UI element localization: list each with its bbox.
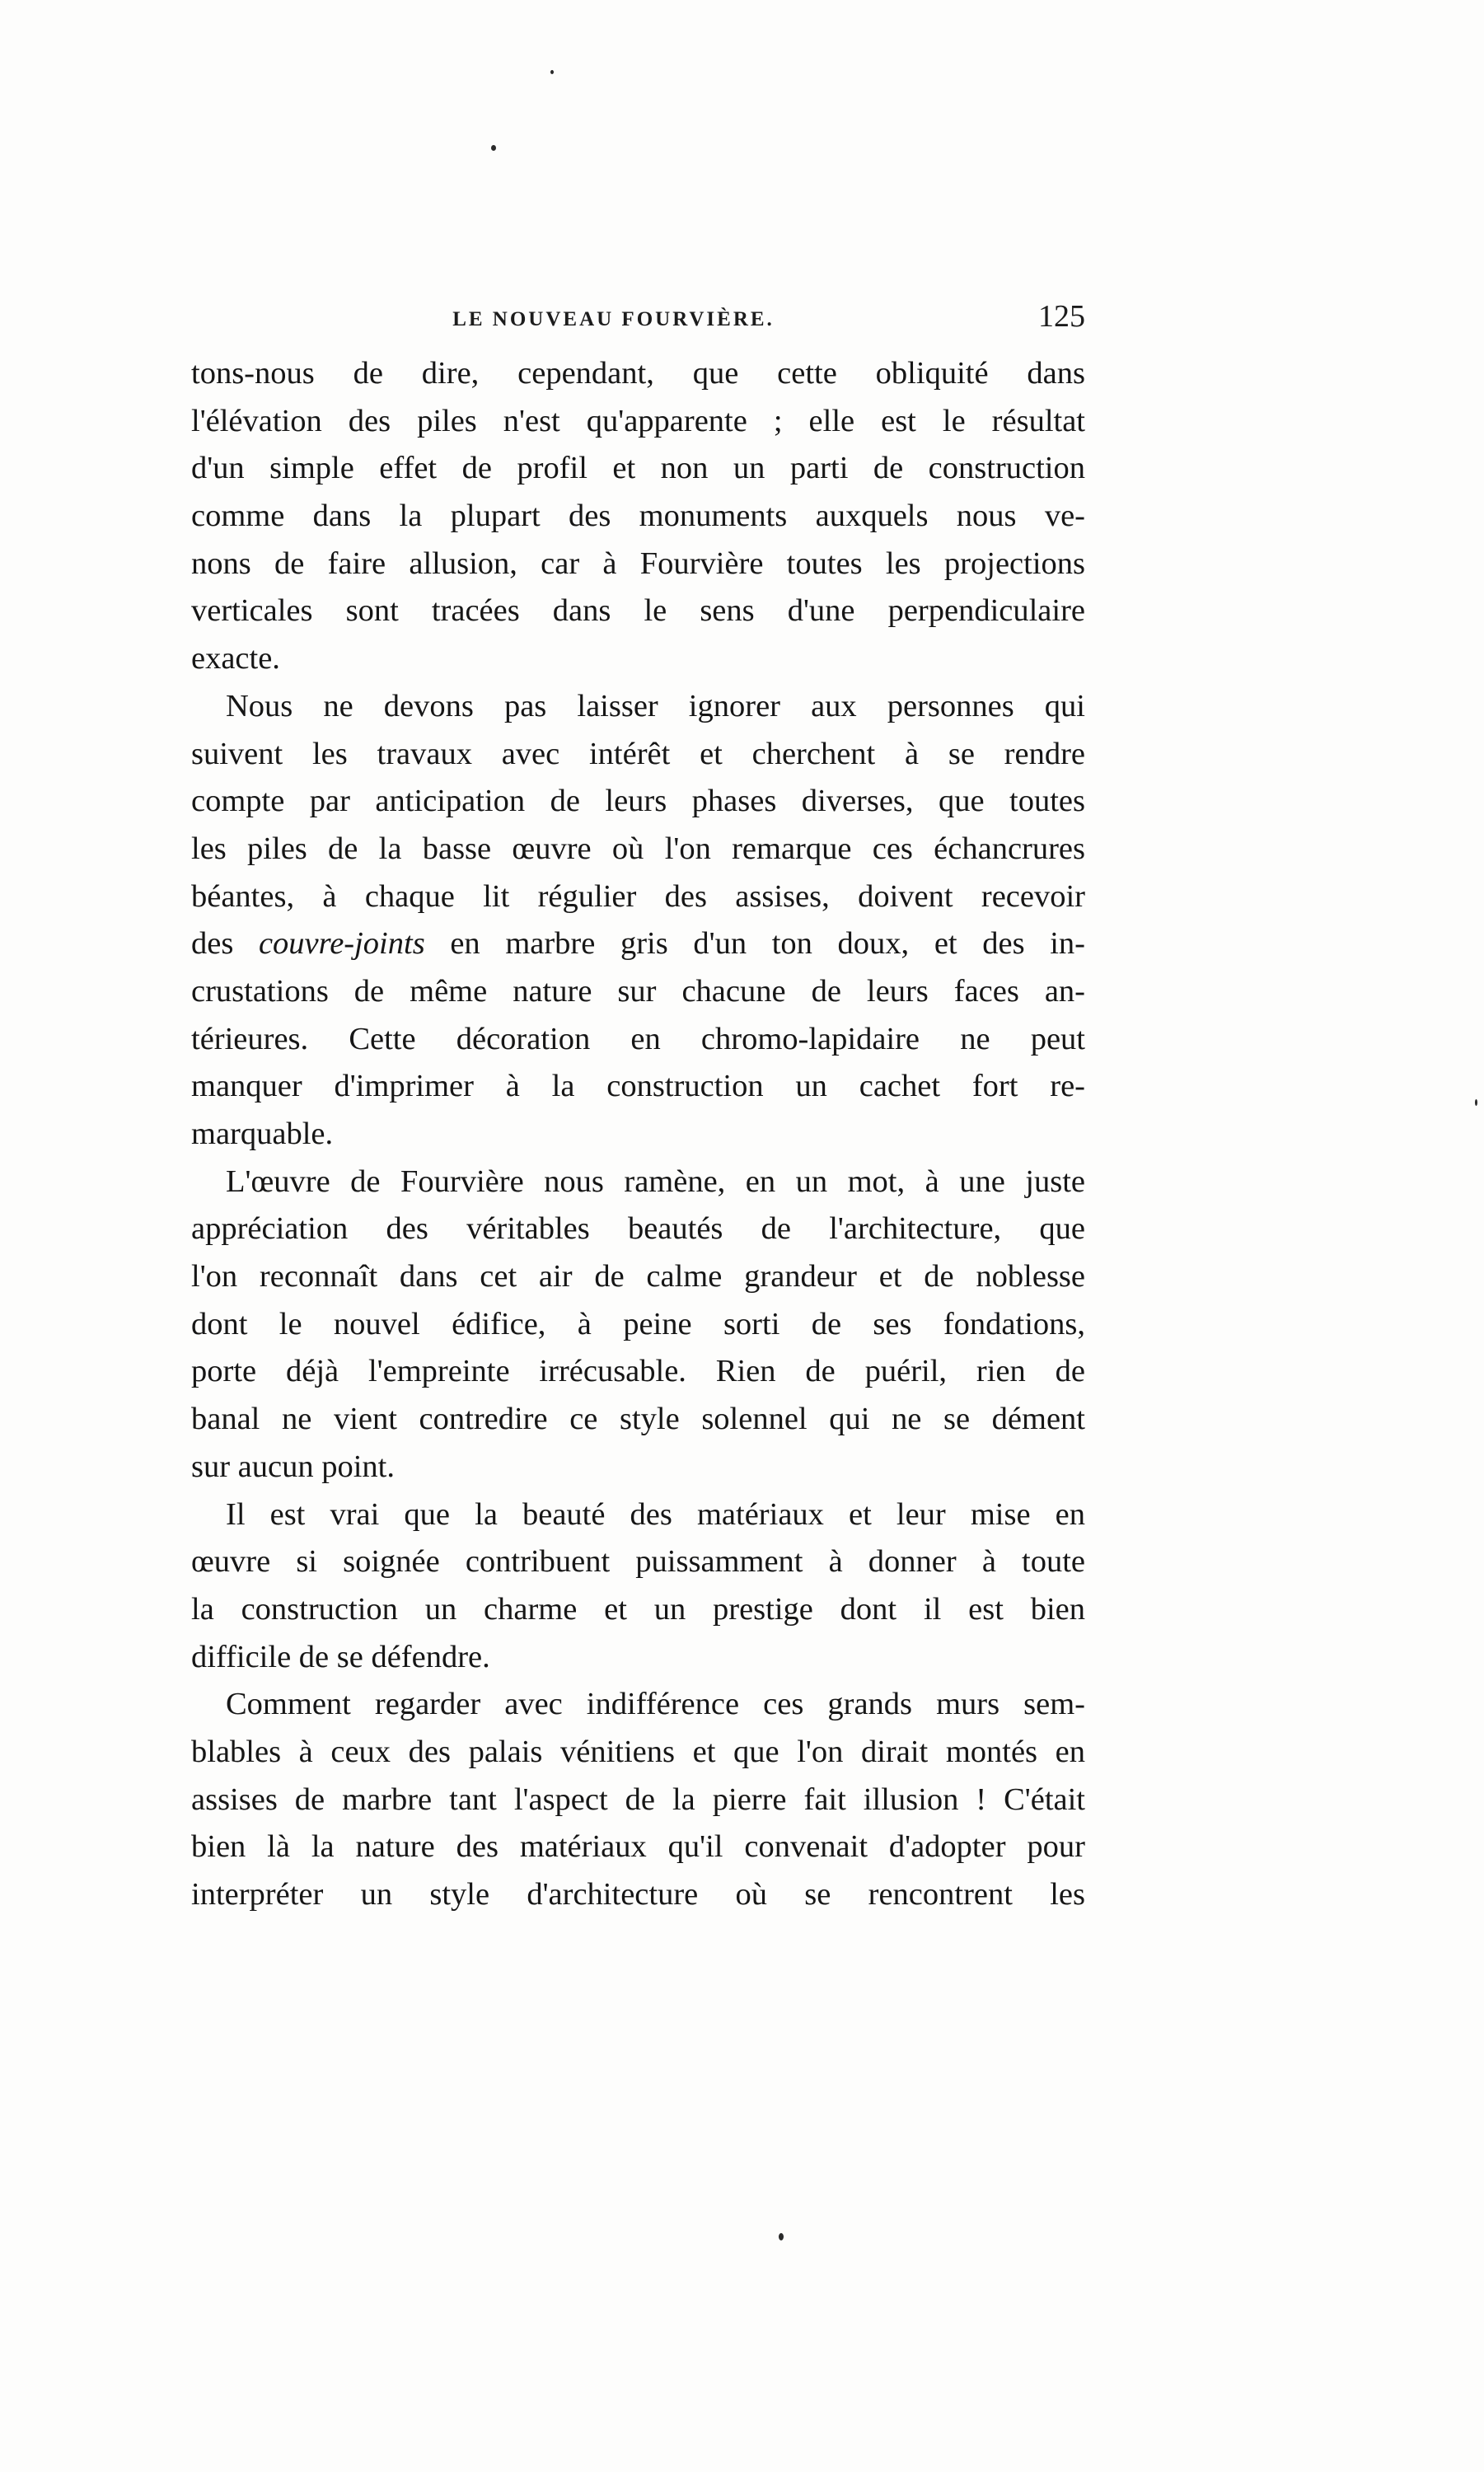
- running-header: [191, 298, 1085, 348]
- page-number: 125: [1038, 299, 1085, 334]
- text-line: dont le nouvel édifice, à peine sorti de ses fondations,: [191, 1306, 1085, 1341]
- text-line: comme dans la plupart des monuments auxquels nous ve-: [191, 499, 1085, 534]
- text-line: difficile de se défendre.: [191, 1639, 490, 1674]
- text-line: Il est vrai que la beauté des matériaux et leur mise en: [226, 1496, 1085, 1532]
- paragraph-5: [191, 1681, 1085, 1918]
- text-line: interpréter un style d'architecture où se rencontrent les: [191, 1877, 1085, 1912]
- paragraph-3: [191, 1159, 1085, 1491]
- paragraph-1: [191, 350, 1085, 683]
- text-line: sur aucun point.: [191, 1449, 395, 1484]
- ink-speck: [550, 70, 554, 74]
- body-text: [191, 350, 1085, 1919]
- text-line: térieures. Cette décoration en chromo-lapidaire ne peut: [191, 1021, 1085, 1056]
- text-fragment: en marbre gris d'un ton doux, et des in-: [424, 926, 1085, 962]
- text-line: bien là la nature des matériaux qu'il convenait d'adopter pour: [191, 1829, 1085, 1865]
- text-line-with-italic: [191, 920, 1085, 968]
- text-line: nons de faire allusion, car à Fourvière toutes les projections: [191, 545, 1085, 581]
- italic-term: couvre-joints: [258, 926, 425, 962]
- text-fragment: des: [191, 926, 259, 962]
- text-line: verticales sont tracées dans le sens d'une perpendiculaire: [191, 593, 1085, 629]
- text-line: béantes, à chaque lit régulier des assises, doivent recevoir: [191, 878, 1085, 914]
- text-line: l'on reconnaît dans cet air de calme grandeur et de noblesse: [191, 1259, 1085, 1295]
- ink-speck: [779, 2233, 784, 2240]
- text-line: crustations de même nature sur chacune de leurs faces an-: [191, 973, 1085, 1009]
- paragraph-4: [191, 1491, 1085, 1682]
- ink-speck: [1475, 1099, 1477, 1106]
- text-line: marquable.: [191, 1117, 334, 1151]
- text-line: porte déjà l'empreinte irrécusable. Rien de puéril, rien de: [191, 1354, 1085, 1389]
- text-line: Comment regarder avec indifférence ces grands murs sem-: [226, 1687, 1085, 1722]
- text-line: compte par anticipation de leurs phases diverses, que toutes: [191, 784, 1085, 819]
- text-line: suivent les travaux avec intérêt et cherchent à se rendre: [191, 736, 1085, 771]
- paragraph-2: [191, 683, 1085, 1159]
- text-line: tons-nous de dire, cependant, que cette obliquité dans: [191, 356, 1085, 391]
- text-line: œuvre si soignée contribuent puissamment à donner à toute: [191, 1544, 1085, 1580]
- text-line: l'élévation des piles n'est qu'apparente ; elle est le résultat: [191, 403, 1085, 438]
- text-line: la construction un charme et un prestige dont il est bien: [191, 1591, 1085, 1627]
- text-line: L'œuvre de Fourvière nous ramène, en un mot, à une juste: [226, 1163, 1085, 1199]
- text-line: d'un simple effet de profil et non un parti de construction: [191, 451, 1085, 486]
- text-line: les piles de la basse œuvre où l'on remarque ces échancrures: [191, 831, 1085, 866]
- running-title: LE NOUVEAU FOURVIÈRE.: [452, 308, 775, 330]
- text-line: manquer d'imprimer à la construction un cachet fort re-: [191, 1069, 1085, 1104]
- ink-speck: [491, 145, 496, 151]
- text-line: blables à ceux des palais vénitiens et que l'on dirait montés en: [191, 1734, 1085, 1769]
- text-line: Nous ne devons pas laisser ignorer aux personnes qui: [226, 688, 1085, 723]
- text-line: banal ne vient contredire ce style solennel qui ne se dément: [191, 1402, 1085, 1437]
- text-line: appréciation des véritables beautés de l'architecture, que: [191, 1211, 1085, 1247]
- text-line: exacte.: [191, 641, 280, 677]
- text-line: assises de marbre tant l'aspect de la pierre fait illusion ! C'était: [191, 1781, 1085, 1817]
